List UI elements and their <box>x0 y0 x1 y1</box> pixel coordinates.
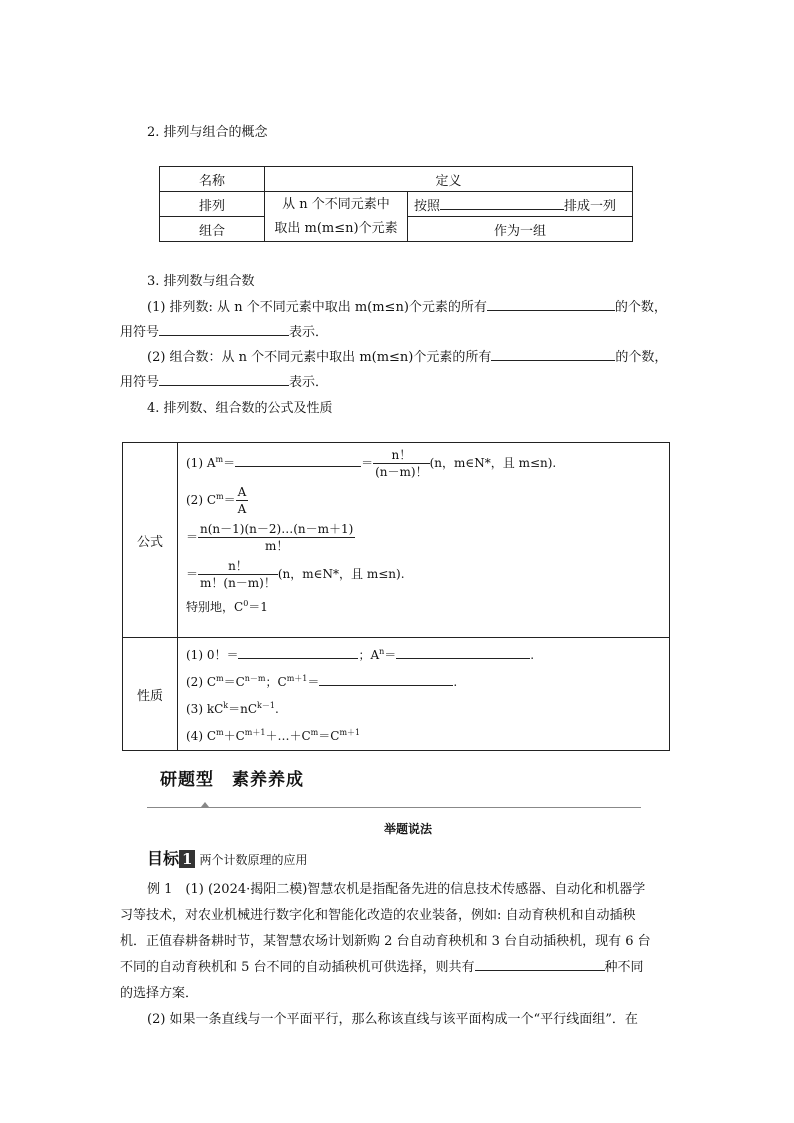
p4-ellipsis: ＋…＋C <box>265 729 311 743</box>
s3-p2-blank[interactable] <box>491 348 615 361</box>
permutation-blank[interactable] <box>440 197 564 210</box>
f2-fraction <box>236 484 249 517</box>
s3-para1-line1 <box>147 296 667 315</box>
header-definition: 定义 <box>265 167 633 192</box>
example-line1: 例 1 (1) (2024·揭阳二模)智慧农机是指配备先进的信息技术传感器、自动化和机器学 <box>147 882 646 897</box>
permutation-definition <box>408 192 633 217</box>
f4-cond: (n，m∈N*，且 m≤n). <box>277 567 405 581</box>
p4-lead: (4) C <box>186 729 216 743</box>
section-3-title: 3. 排列数与组合数 <box>147 274 255 289</box>
f2-lead: (2) C <box>186 493 216 507</box>
s3-p1-symbol-blank[interactable] <box>159 323 289 336</box>
formula-1 <box>186 447 661 480</box>
rule-marker-icon <box>201 802 209 807</box>
f1-fraction <box>373 447 429 480</box>
row-combination-name: 组合 <box>160 217 265 242</box>
combination-definition: 作为一组 <box>408 217 633 242</box>
f1-lead: (1) A <box>186 456 216 470</box>
f2-sub: m <box>216 492 224 501</box>
p2-lead: (2) C <box>186 675 216 689</box>
formula-3 <box>186 521 661 554</box>
p4-sub: m <box>216 728 224 737</box>
f1-den: (n－m)！ <box>375 465 428 479</box>
example-line4-text: 不同的自动育秧机和 5 台不同的自动插秧机可供选择，则共有 <box>120 960 475 975</box>
f1-cond: (n，m∈N*，且 m≤n). <box>429 456 557 470</box>
f2-num: A <box>237 485 247 499</box>
shared-definition <box>265 192 408 242</box>
property-label: 性质 <box>123 638 178 751</box>
section-4-title: 4. 排列数、组合数的公式及性质 <box>147 401 333 416</box>
s3-para1-line2 <box>120 321 328 340</box>
p3-eq: ＝nC <box>228 702 258 716</box>
f3-eq: ＝ <box>186 530 199 544</box>
s3-p2-symbol-label: 用符号 <box>120 375 160 390</box>
f4-fraction <box>198 558 278 591</box>
permutation-def-prefix: 按照 <box>414 198 441 214</box>
f3-den: m！ <box>264 539 289 553</box>
p4-sub2: m＋1 <box>244 728 266 737</box>
p4-eq: ＝C <box>318 729 340 743</box>
p2-eq: ＝C <box>223 675 245 689</box>
goal-title: 两个计数原理的应用 <box>199 853 308 867</box>
goal-label: 目标 <box>147 849 180 868</box>
p3-sub: k <box>223 701 229 710</box>
p2-blank[interactable] <box>319 673 453 686</box>
special-lead: 特别地，C <box>186 600 244 614</box>
formula-cell <box>178 443 670 638</box>
f4-eq: ＝ <box>186 567 199 581</box>
formula-special <box>186 595 661 616</box>
s3-p2-text: (2) 组合数：从 n 个不同元素中取出 m(m≤n)个元素的所有 <box>147 350 492 365</box>
f3-fraction <box>198 521 355 554</box>
f4-num: n！ <box>198 558 278 575</box>
section-rule <box>147 807 641 808</box>
f4-den: m！(n－m)！ <box>200 576 276 590</box>
p1-eq: ＝ <box>384 648 397 662</box>
p3-end: . <box>274 702 279 716</box>
example-blank[interactable] <box>475 958 605 971</box>
p1-blank[interactable] <box>238 646 358 659</box>
p2-sub2: n－m <box>244 674 266 683</box>
p1-end: . <box>530 648 535 662</box>
definition-table <box>159 166 633 242</box>
f1-num: n！ <box>373 447 429 464</box>
property-3 <box>186 694 661 721</box>
s3-p2-symbol-blank[interactable] <box>159 373 289 386</box>
s3-p1-symbol-label: 用符号 <box>120 325 160 340</box>
goal-number: 1 <box>179 850 195 868</box>
property-4 <box>186 721 661 748</box>
example-line6: (2) 如果一条直线与一个平面平行，那么称该直线与该平面构成一个“平行线面组”．在 <box>147 1012 638 1027</box>
p1-sub: n <box>379 647 385 656</box>
p4-sub4: m＋1 <box>339 728 361 737</box>
s3-para2-line1 <box>147 346 667 365</box>
p3-sub2: k－1 <box>257 701 275 710</box>
p4-sub3: m <box>310 728 319 737</box>
header-name: 名称 <box>160 167 265 192</box>
example-line2: 习等技术，对农业机械进行数字化和智能化改造的农业装备，例如: 自动育秧机和自动插秧 <box>120 908 636 923</box>
example-line4-end: 种不同 <box>604 960 644 975</box>
section-heading: 研题型 素养养成 <box>160 770 304 790</box>
s3-p1-blank[interactable] <box>487 298 615 311</box>
f1-sub: m <box>215 455 224 464</box>
permutation-def-suffix: 排成一列 <box>564 198 617 214</box>
f1-eq: ＝ <box>223 456 236 470</box>
property-cell <box>178 638 670 751</box>
s3-p1-text-end: 的个数， <box>614 300 667 315</box>
p2-sub: m <box>216 674 224 683</box>
goal-heading <box>147 846 307 869</box>
p1-blank2[interactable] <box>396 646 530 659</box>
f2-eq: ＝ <box>223 493 236 507</box>
f1-blank[interactable] <box>235 454 361 467</box>
subsection-title: 举题说法 <box>384 822 433 836</box>
p4-plus: ＋C <box>223 729 245 743</box>
s3-p2-symbol-end: 表示． <box>289 375 329 390</box>
example-line5: 的选择方案． <box>120 986 199 1001</box>
formula-2 <box>186 484 661 517</box>
f2-den: A <box>237 502 247 516</box>
f1-eq2: ＝ <box>361 456 374 470</box>
f3-num: n(n－1)(n－2)…(n－m＋1) <box>200 522 354 536</box>
property-1 <box>186 640 661 667</box>
example-line4 <box>120 956 644 975</box>
formula-label: 公式 <box>123 443 178 638</box>
p3-lead: (3) kC <box>186 702 224 716</box>
shared-definition-line1: 从 n 个不同元素中 <box>282 196 390 212</box>
row-permutation-name: 排列 <box>160 192 265 217</box>
s3-p1-symbol-end: 表示． <box>289 325 329 340</box>
s3-p2-text-end: 的个数， <box>615 350 668 365</box>
s3-p1-text: (1) 排列数: 从 n 个不同元素中取出 m(m≤n)个元素的所有 <box>147 300 487 315</box>
formula-table <box>122 442 670 751</box>
example-line3: 机．正值春耕备耕时节，某智慧农场计划新购 2 台自动育秧机和 3 台自动插秧机，现有 6 台 <box>120 934 651 949</box>
p2-eq2: ＝ <box>307 675 320 689</box>
p2-end: . <box>453 675 458 689</box>
p2-sub3: m＋1 <box>286 674 308 683</box>
special-sub: 0 <box>243 599 249 608</box>
p1-mid: ；A <box>358 648 380 662</box>
section-2-title: 2. 排列与组合的概念 <box>147 125 268 140</box>
special-end: ＝1 <box>248 600 268 614</box>
formula-4 <box>186 558 661 591</box>
s3-para2-line2 <box>120 371 328 390</box>
property-2 <box>186 667 661 694</box>
p2-mid: ；C <box>265 675 287 689</box>
p1-lead: (1) 0！＝ <box>186 648 239 662</box>
shared-definition-line2: 取出 m(m≤n)个元素 <box>274 220 398 236</box>
